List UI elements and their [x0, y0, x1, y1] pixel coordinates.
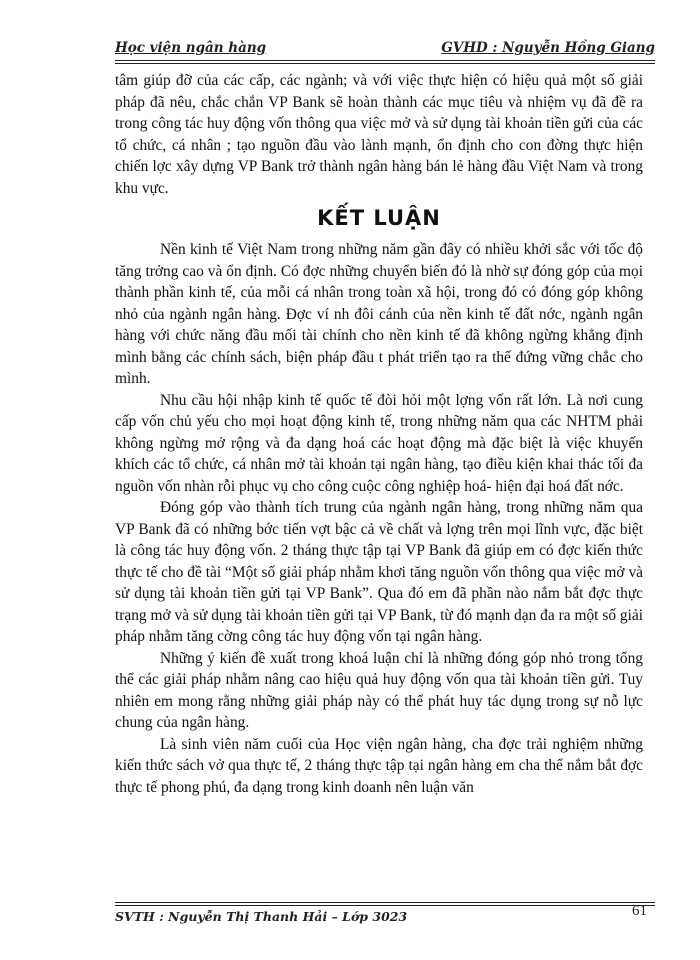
page-footer: [115, 903, 655, 931]
page-number: 61: [632, 903, 647, 919]
body-paragraph: Nền kinh tế Việt Nam trong những năm gần đây có nhiều khởi sắc với tốc độ tăng trởng cao và ổn định. Có đợc những chuyển biến đó là nhờ sự đóng góp của mọi thành phần kinh tế, của mỗi cá nhân trong toàn xã hội, trong đó có đóng góp không nhỏ của ngành ngân hàng. Đợc ví nh đôi cánh của nền kinh tế đất nớc, ngành ngân hàng với chức năng đầu mối tài chính cho nền kinh tế đã không ngừng khẳng định mình bằng các chính sách, biện pháp đầu t phát triển tạo ra thế đứng vững chắc cho mình.: [115, 241, 643, 387]
header-rule-double: [115, 63, 655, 64]
footer-rule: [115, 902, 655, 903]
footer-rule-double: [115, 905, 655, 906]
header-rule: [115, 60, 655, 61]
body-paragraph: Là sinh viên năm cuối của Học viện ngân hàng, cha đợc trải nghiệm những kiến thức sách vở qua thực tế, 2 tháng thực tập tại ngân hàng em cha thể nắm bắt đợc thực tế phong phú, đa dạng trong kinh doanh nên luận văn: [115, 735, 643, 796]
header-supervisor: GVHD : Nguyễn Hồng Giang: [441, 40, 655, 56]
section-heading: KẾT LUẬN: [317, 206, 441, 230]
body-paragraph: Nhu cầu hội nhập kinh tế quốc tế đòi hỏi một lợng vốn rất lớn. Là nơi cung cấp vốn chủ yếu cho mọi hoạt động kinh tế, trong những năm qua các NHTM phải không ngừng mở rộng và đa dạng hoá các hoạt động mà đặc biệt là việc khuyến khích các tổ chức, cá nhân mở tài khoản tại ngân hàng, tạo điều kiện khai thác tối đa nguồn vốn nhàn rỗi phục vụ cho công cuộc công nghiệp hoá- hiện đại hoá đất nớc.: [115, 391, 643, 495]
intro-paragraph: tâm giúp đỡ của các cấp, các ngành; và với việc thực hiện có hiệu quả một số giải pháp đã nêu, chắc chắn VP Bank sẽ hoàn thành các mục tiêu và nhiệm vụ đã đề ra trong công tác huy động vốn thông qua việc mở và sử dụng tài khoản tiền gửi của các tổ chức, cá nhân ; tạo nguồn đầu vào lành mạnh, ổn định cho con đờng thực hiện chiến lợc xây dựng VP Bank trở thành ngân hàng bán lẻ hàng đầu Việt Nam và trong khu vực.: [115, 72, 643, 197]
body-paragraph: Những ý kiến đề xuất trong khoá luận chỉ là những đóng góp nhỏ trong tổng thể các giải pháp nhằm nâng cao hiệu quả huy động vốn qua tài khoản tiền gửi. Tuy nhiên em mong rằng những giải pháp này có thể phát huy tác dụng trong sự nỗ lực chung của ngân hàng.: [115, 649, 643, 731]
page-header: [115, 40, 655, 62]
page-body: [115, 70, 643, 798]
body-paragraph: Đóng góp vào thành tích trung của ngành ngân hàng, trong những năm qua VP Bank đã có những bớc tiến vợt bậc cả về chất và lợng trên mọi lĩnh vực, đặc biệt là công tác huy động vốn. 2 tháng thực tập tại VP Bank đã giúp em có đợc kiến thức thực tế cho đề tài “Một số giải pháp nhằm khơi tăng nguồn vốn thông qua việc mở và sử dụng tài khoản tiền gửi tại VP Bank”. Qua đó em đã phần nào nắm bắt đợc thực trạng mở và sử dụng tài khoản tiền gửi tại VP Bank, từ đó mạnh dạn đa ra một số giải pháp nhằm tăng cờng công tác huy động vốn tại ngân hàng.: [115, 499, 643, 645]
footer-author: SVTH : Nguyễn Thị Thanh Hải – Lớp 3023: [115, 909, 408, 924]
header-institution: Học viện ngân hàng: [115, 40, 267, 56]
